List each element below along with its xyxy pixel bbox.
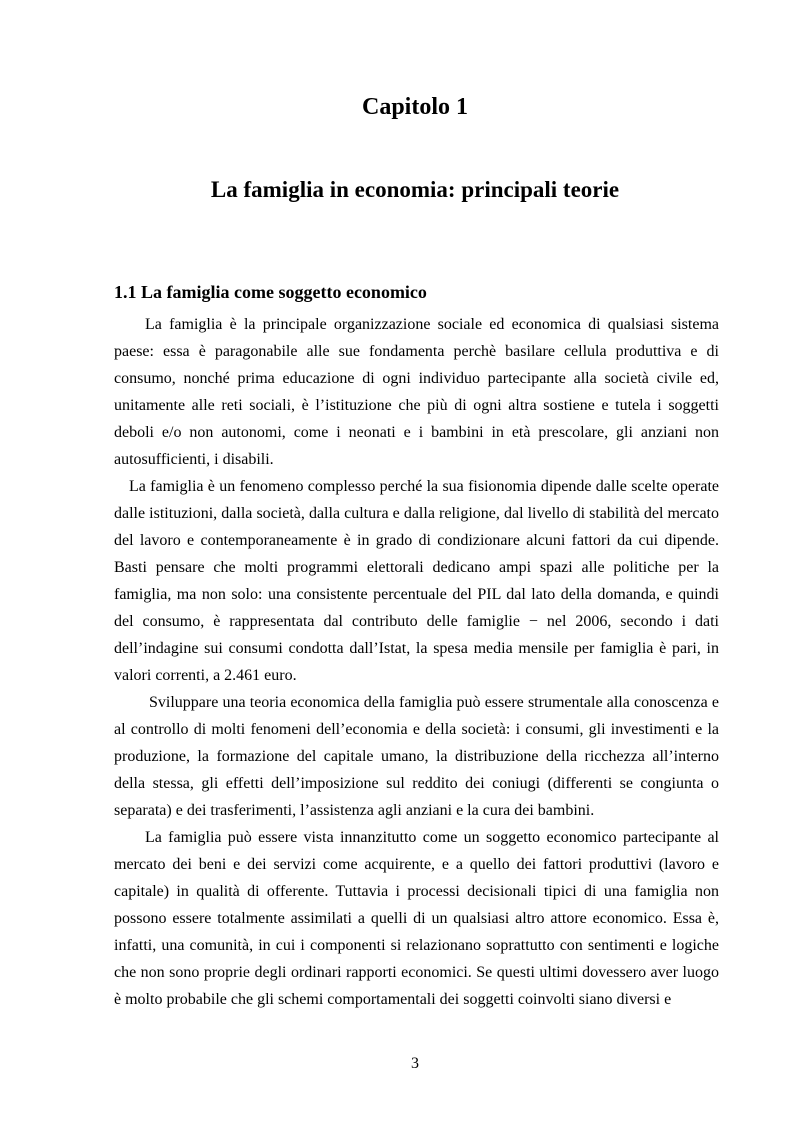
paragraph-1: La famiglia è la principale organizzazione sociale ed economica di qualsiasi sistema paese: essa è paragonabile alle sue fondamenta perchè basilare cellula produttiva e di consumo, nonché prima educazione di ogni individuo partecipante alla società civile ed, unitamente alle reti sociali, è l’istituzione che più di ogni altra sostiene e tutela i soggetti deboli e/o non autonomi, come i neonati e i bambini in età prescolare, gli anziani non autosufficienti, i disabili. bbox=[114, 316, 719, 468]
page-number: 3 bbox=[411, 1055, 419, 1072]
chapter-title: La famiglia in economia: principali teorie bbox=[210, 177, 620, 202]
chapter-heading: Capitolo 1 bbox=[361, 94, 468, 120]
section-heading: 1.1 La famiglia come soggetto economico bbox=[114, 282, 427, 302]
paragraph-3: Sviluppare una teoria economica della famiglia può essere strumentale alla conoscenza e al controllo di molti fenomeni dell’economia e della società: i consumi, gli investimenti e la produzione, la formazione del capitale umano, la distribuzione della ricchezza all’interno della stessa, gli effetti dell’imposizione sul reddito dei coniugi (differenti se congiunta o separata) e dei trasferimenti, l’assistenza agli anziani e la cura dei bambini. bbox=[114, 694, 719, 819]
paragraph-4: La famiglia può essere vista innanzitutto come un soggetto economico partecipante al mercato dei beni e dei servizi come acquirente, e a quello dei fattori produttivi (lavoro e capitale) in qualità di offerente. Tuttavia i processi decisionali tipici di una famiglia non possono essere totalmente assimilati a quelli di un qualsiasi altro attore economico. Essa è, infatti, una comunità, in cui i componenti si relazionano soprattutto con sentimenti e logiche che non sono proprie degli ordinari rapporti economici. Se questi ultimi dovessero aver luogo è molto probabile che gli schemi comportamentali dei soggetti coinvolti siano diversi e bbox=[114, 829, 719, 1008]
body-text bbox=[114, 311, 719, 1013]
paragraph-2: La famiglia è un fenomeno complesso perché la sua fisionomia dipende dalle scelte operate dalle istituzioni, dalla società, dalla cultura e dalla religione, dal livello di stabilità del mercato del lavoro e contemporaneamente è in grado di condizionare alcuni fattori da cui dipende. Basti pensare che molti programmi elettorali dedicano ampi spazi alle politiche per la famiglia, ma non solo: una consistente percentuale del PIL dal lato della domanda, e quindi del consumo, è rappresentata dal contributo delle famiglie − nel 2006, secondo i dati dell’indagine sui consumi condotta dall’Istat, la spesa media mensile per famiglia è pari, in valori correnti, a 2.461 euro. bbox=[114, 478, 719, 684]
